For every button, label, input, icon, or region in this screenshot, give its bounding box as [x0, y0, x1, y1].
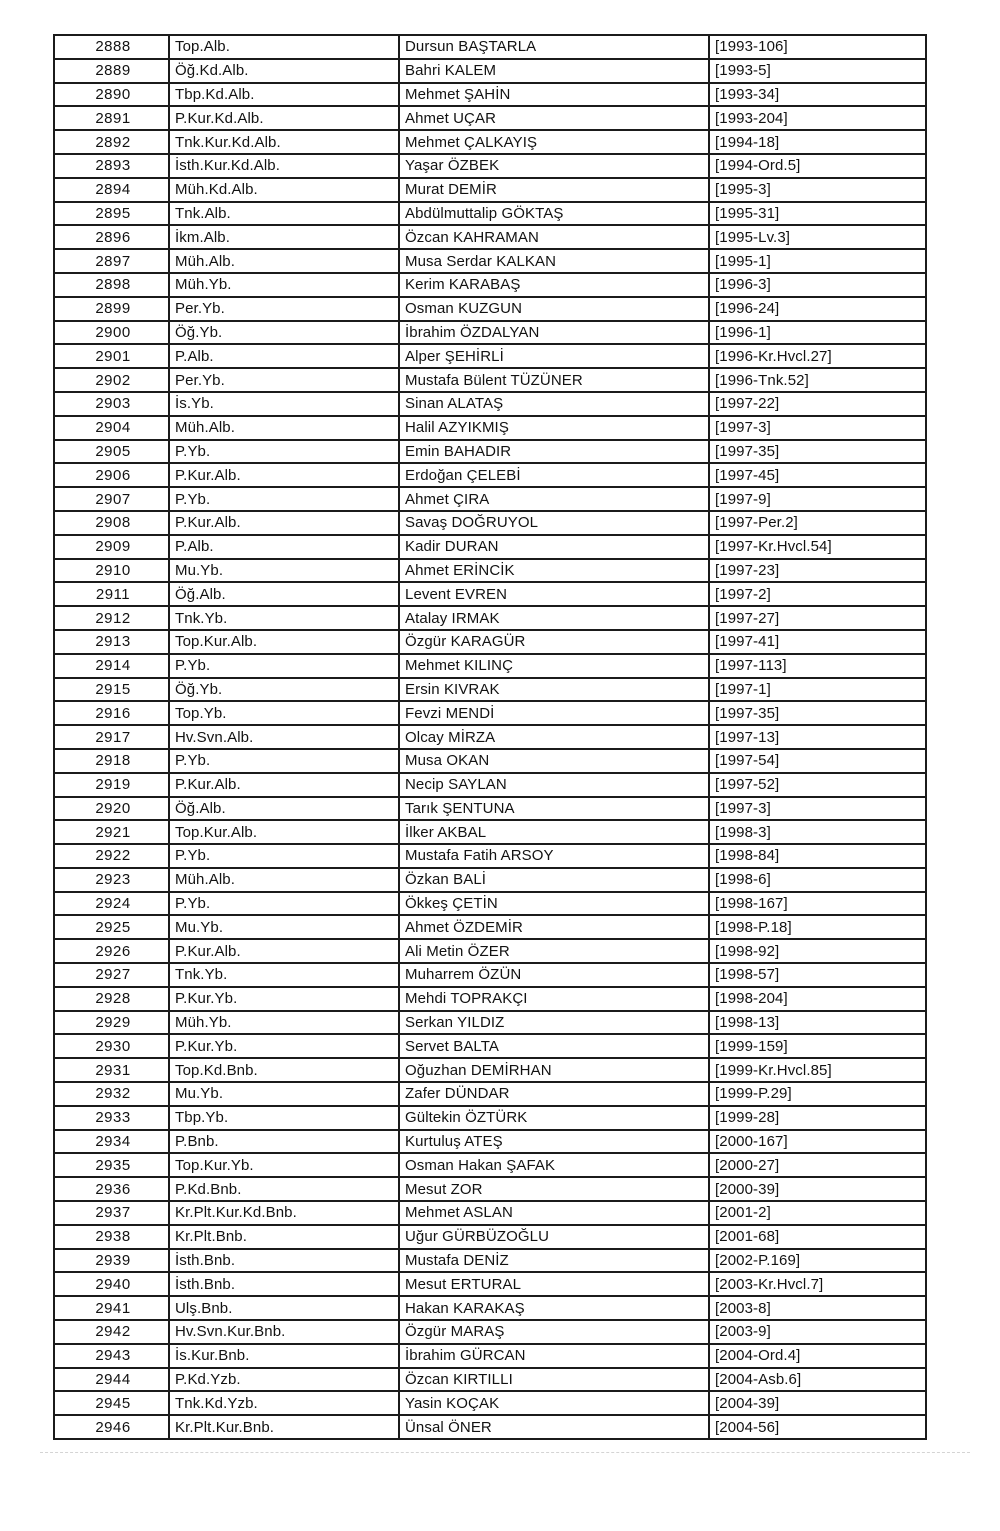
- cell-sequence-number: 2907: [54, 487, 169, 511]
- cell-sequence-number: 2940: [54, 1272, 169, 1296]
- cell-sequence-number: 2902: [54, 368, 169, 392]
- cell-sequence-number: 2941: [54, 1296, 169, 1320]
- cell-year-code: [2004-Ord.4]: [709, 1344, 926, 1368]
- cell-year-code: [1998-3]: [709, 820, 926, 844]
- cell-year-code: [1997-27]: [709, 606, 926, 630]
- cell-year-code: [1997-45]: [709, 463, 926, 487]
- cell-name: Ahmet UÇAR: [399, 106, 709, 130]
- cell-sequence-number: 2912: [54, 606, 169, 630]
- cell-rank: Tnk.Kd.Yzb.: [169, 1391, 399, 1415]
- cell-year-code: [1997-54]: [709, 749, 926, 773]
- cell-sequence-number: 2908: [54, 511, 169, 535]
- cell-year-code: [2000-167]: [709, 1130, 926, 1154]
- cell-year-code: [1993-5]: [709, 59, 926, 83]
- table-row: [54, 1058, 926, 1082]
- cell-name: Sinan ALATAŞ: [399, 392, 709, 416]
- table-row: [54, 582, 926, 606]
- table-row: [54, 1344, 926, 1368]
- table-row: [54, 106, 926, 130]
- cell-year-code: [1998-167]: [709, 892, 926, 916]
- cell-name: Mesut ERTURAL: [399, 1272, 709, 1296]
- cell-name: Mehmet KILINÇ: [399, 654, 709, 678]
- cell-name: Zafer DÜNDAR: [399, 1082, 709, 1106]
- cell-rank: İs.Yb.: [169, 392, 399, 416]
- cell-year-code: [1998-84]: [709, 844, 926, 868]
- cell-year-code: [1997-3]: [709, 797, 926, 821]
- cell-rank: P.Yb.: [169, 440, 399, 464]
- cell-rank: Top.Kd.Bnb.: [169, 1058, 399, 1082]
- table-row: [54, 1415, 926, 1439]
- cell-year-code: [1995-Lv.3]: [709, 225, 926, 249]
- cell-year-code: [1998-13]: [709, 1011, 926, 1035]
- cell-name: Emin BAHADIR: [399, 440, 709, 464]
- cell-rank: Tnk.Yb.: [169, 606, 399, 630]
- cell-year-code: [2004-39]: [709, 1391, 926, 1415]
- table-row: [54, 1106, 926, 1130]
- cell-year-code: [1994-18]: [709, 130, 926, 154]
- table-row: [54, 225, 926, 249]
- cell-sequence-number: 2896: [54, 225, 169, 249]
- cell-rank: Müh.Alb.: [169, 249, 399, 273]
- table-row: [54, 701, 926, 725]
- cell-sequence-number: 2925: [54, 915, 169, 939]
- cell-name: Gültekin ÖZTÜRK: [399, 1106, 709, 1130]
- table-row: [54, 678, 926, 702]
- cell-year-code: [1993-34]: [709, 83, 926, 107]
- scan-artifact-line: [40, 1452, 970, 1453]
- cell-rank: Öğ.Alb.: [169, 582, 399, 606]
- table-row: [54, 154, 926, 178]
- cell-name: Osman Hakan ŞAFAK: [399, 1153, 709, 1177]
- cell-year-code: [1995-31]: [709, 202, 926, 226]
- cell-rank: Tnk.Kur.Kd.Alb.: [169, 130, 399, 154]
- table-row: [54, 35, 926, 59]
- table-row: [54, 773, 926, 797]
- cell-name: Özcan KAHRAMAN: [399, 225, 709, 249]
- table-row: [54, 559, 926, 583]
- table-row: [54, 630, 926, 654]
- table-row: [54, 654, 926, 678]
- cell-name: Fevzi MENDİ: [399, 701, 709, 725]
- cell-rank: Öğ.Yb.: [169, 678, 399, 702]
- cell-rank: İkm.Alb.: [169, 225, 399, 249]
- cell-name: Kurtuluş ATEŞ: [399, 1130, 709, 1154]
- cell-year-code: [1997-Per.2]: [709, 511, 926, 535]
- cell-sequence-number: 2935: [54, 1153, 169, 1177]
- cell-sequence-number: 2944: [54, 1368, 169, 1392]
- table-row: [54, 59, 926, 83]
- cell-year-code: [1997-1]: [709, 678, 926, 702]
- cell-name: Serkan YILDIZ: [399, 1011, 709, 1035]
- cell-rank: P.Kur.Alb.: [169, 511, 399, 535]
- table-row: [54, 1177, 926, 1201]
- table-row: [54, 1391, 926, 1415]
- cell-year-code: [1997-52]: [709, 773, 926, 797]
- cell-rank: P.Yb.: [169, 749, 399, 773]
- table-row: [54, 1082, 926, 1106]
- cell-rank: Öğ.Yb.: [169, 321, 399, 345]
- cell-sequence-number: 2905: [54, 440, 169, 464]
- cell-rank: P.Kur.Yb.: [169, 987, 399, 1011]
- cell-sequence-number: 2900: [54, 321, 169, 345]
- cell-name: Atalay IRMAK: [399, 606, 709, 630]
- cell-rank: Mu.Yb.: [169, 1082, 399, 1106]
- table-row: [54, 535, 926, 559]
- table-row: [54, 797, 926, 821]
- cell-rank: P.Kur.Kd.Alb.: [169, 106, 399, 130]
- cell-year-code: [1998-6]: [709, 868, 926, 892]
- cell-year-code: [2002-P.169]: [709, 1249, 926, 1273]
- cell-name: Ahmet ÖZDEMİR: [399, 915, 709, 939]
- table-row: [54, 892, 926, 916]
- cell-sequence-number: 2928: [54, 987, 169, 1011]
- cell-sequence-number: 2899: [54, 297, 169, 321]
- table-row: [54, 178, 926, 202]
- cell-name: Hakan KARAKAŞ: [399, 1296, 709, 1320]
- cell-year-code: [1995-3]: [709, 178, 926, 202]
- cell-sequence-number: 2927: [54, 963, 169, 987]
- table-row: [54, 321, 926, 345]
- cell-year-code: [1996-24]: [709, 297, 926, 321]
- cell-sequence-number: 2903: [54, 392, 169, 416]
- cell-rank: Top.Kur.Yb.: [169, 1153, 399, 1177]
- table-row: [54, 868, 926, 892]
- cell-rank: Per.Yb.: [169, 297, 399, 321]
- cell-rank: P.Alb.: [169, 535, 399, 559]
- table-row: [54, 844, 926, 868]
- cell-sequence-number: 2917: [54, 725, 169, 749]
- cell-name: Tarık ŞENTUNA: [399, 797, 709, 821]
- cell-rank: Müh.Yb.: [169, 1011, 399, 1035]
- cell-sequence-number: 2922: [54, 844, 169, 868]
- cell-year-code: [1994-Ord.5]: [709, 154, 926, 178]
- cell-name: Özkan BALİ: [399, 868, 709, 892]
- officer-list-body: [54, 35, 926, 1439]
- cell-name: Abdülmuttalip GÖKTAŞ: [399, 202, 709, 226]
- table-row: [54, 725, 926, 749]
- cell-rank: Müh.Alb.: [169, 868, 399, 892]
- table-row: [54, 1225, 926, 1249]
- table-row: [54, 963, 926, 987]
- cell-name: Kadir DURAN: [399, 535, 709, 559]
- cell-sequence-number: 2933: [54, 1106, 169, 1130]
- officer-list-table: [53, 34, 927, 1440]
- cell-rank: Top.Kur.Alb.: [169, 630, 399, 654]
- cell-sequence-number: 2890: [54, 83, 169, 107]
- cell-rank: P.Kur.Alb.: [169, 939, 399, 963]
- cell-year-code: [1996-Tnk.52]: [709, 368, 926, 392]
- table-row: [54, 1153, 926, 1177]
- cell-name: Musa Serdar KALKAN: [399, 249, 709, 273]
- cell-year-code: [1997-23]: [709, 559, 926, 583]
- cell-sequence-number: 2909: [54, 535, 169, 559]
- table-row: [54, 1011, 926, 1035]
- cell-sequence-number: 2936: [54, 1177, 169, 1201]
- cell-name: Özcan KIRTILLI: [399, 1368, 709, 1392]
- cell-year-code: [2003-8]: [709, 1296, 926, 1320]
- cell-rank: P.Kur.Yb.: [169, 1034, 399, 1058]
- cell-sequence-number: 2904: [54, 416, 169, 440]
- cell-rank: P.Kur.Alb.: [169, 463, 399, 487]
- table-row: [54, 1034, 926, 1058]
- cell-year-code: [2000-27]: [709, 1153, 926, 1177]
- cell-name: Oğuzhan DEMİRHAN: [399, 1058, 709, 1082]
- table-row: [54, 987, 926, 1011]
- cell-rank: İsth.Kur.Kd.Alb.: [169, 154, 399, 178]
- cell-sequence-number: 2889: [54, 59, 169, 83]
- cell-year-code: [1998-204]: [709, 987, 926, 1011]
- cell-name: Halil AZYIKMIŞ: [399, 416, 709, 440]
- cell-name: Özgür KARAGÜR: [399, 630, 709, 654]
- cell-name: İbrahim ÖZDALYAN: [399, 321, 709, 345]
- cell-rank: P.Kd.Bnb.: [169, 1177, 399, 1201]
- cell-name: Kerim KARABAŞ: [399, 273, 709, 297]
- cell-rank: Top.Alb.: [169, 35, 399, 59]
- table-row: [54, 440, 926, 464]
- cell-rank: Hv.Svn.Kur.Bnb.: [169, 1320, 399, 1344]
- cell-sequence-number: 2913: [54, 630, 169, 654]
- cell-rank: P.Kur.Alb.: [169, 773, 399, 797]
- cell-sequence-number: 2894: [54, 178, 169, 202]
- cell-sequence-number: 2891: [54, 106, 169, 130]
- cell-sequence-number: 2918: [54, 749, 169, 773]
- cell-name: Ersin KIVRAK: [399, 678, 709, 702]
- cell-year-code: [1997-9]: [709, 487, 926, 511]
- cell-sequence-number: 2893: [54, 154, 169, 178]
- cell-rank: P.Alb.: [169, 344, 399, 368]
- cell-year-code: [1997-Kr.Hvcl.54]: [709, 535, 926, 559]
- table-row: [54, 249, 926, 273]
- table-row: [54, 130, 926, 154]
- cell-sequence-number: 2926: [54, 939, 169, 963]
- cell-name: İbrahim GÜRCAN: [399, 1344, 709, 1368]
- cell-rank: Ulş.Bnb.: [169, 1296, 399, 1320]
- cell-sequence-number: 2897: [54, 249, 169, 273]
- cell-rank: P.Bnb.: [169, 1130, 399, 1154]
- table-row: [54, 511, 926, 535]
- cell-year-code: [1999-28]: [709, 1106, 926, 1130]
- cell-sequence-number: 2892: [54, 130, 169, 154]
- cell-year-code: [1995-1]: [709, 249, 926, 273]
- table-row: [54, 1272, 926, 1296]
- table-row: [54, 416, 926, 440]
- table-row: [54, 606, 926, 630]
- cell-year-code: [1997-13]: [709, 725, 926, 749]
- cell-name: Ökkeş ÇETİN: [399, 892, 709, 916]
- cell-sequence-number: 2906: [54, 463, 169, 487]
- table-row: [54, 1130, 926, 1154]
- table-row: [54, 1296, 926, 1320]
- cell-sequence-number: 2934: [54, 1130, 169, 1154]
- cell-name: İlker AKBAL: [399, 820, 709, 844]
- cell-name: Yasin KOÇAK: [399, 1391, 709, 1415]
- cell-sequence-number: 2942: [54, 1320, 169, 1344]
- cell-name: Bahri KALEM: [399, 59, 709, 83]
- cell-rank: Öğ.Alb.: [169, 797, 399, 821]
- table-row: [54, 1201, 926, 1225]
- table-row: [54, 368, 926, 392]
- cell-name: Mustafa DENİZ: [399, 1249, 709, 1273]
- cell-name: Yaşar ÖZBEK: [399, 154, 709, 178]
- cell-rank: İs.Kur.Bnb.: [169, 1344, 399, 1368]
- cell-sequence-number: 2939: [54, 1249, 169, 1273]
- cell-year-code: [1997-113]: [709, 654, 926, 678]
- cell-rank: P.Yb.: [169, 892, 399, 916]
- cell-year-code: [2001-2]: [709, 1201, 926, 1225]
- cell-name: Mustafa Bülent TÜZÜNER: [399, 368, 709, 392]
- table-row: [54, 297, 926, 321]
- cell-year-code: [1997-22]: [709, 392, 926, 416]
- cell-sequence-number: 2915: [54, 678, 169, 702]
- table-row: [54, 463, 926, 487]
- cell-year-code: [1997-2]: [709, 582, 926, 606]
- cell-sequence-number: 2943: [54, 1344, 169, 1368]
- cell-rank: İsth.Bnb.: [169, 1272, 399, 1296]
- cell-sequence-number: 2930: [54, 1034, 169, 1058]
- cell-rank: İsth.Bnb.: [169, 1249, 399, 1273]
- cell-year-code: [1998-P.18]: [709, 915, 926, 939]
- cell-sequence-number: 2931: [54, 1058, 169, 1082]
- cell-rank: Tbp.Kd.Alb.: [169, 83, 399, 107]
- cell-name: Alper ŞEHİRLİ: [399, 344, 709, 368]
- table-row: [54, 487, 926, 511]
- cell-year-code: [1999-Kr.Hvcl.85]: [709, 1058, 926, 1082]
- cell-rank: Mu.Yb.: [169, 915, 399, 939]
- cell-year-code: [1999-159]: [709, 1034, 926, 1058]
- cell-name: Osman KUZGUN: [399, 297, 709, 321]
- cell-name: Mehmet ÇALKAYIŞ: [399, 130, 709, 154]
- cell-rank: Top.Kur.Alb.: [169, 820, 399, 844]
- cell-year-code: [2001-68]: [709, 1225, 926, 1249]
- cell-rank: Müh.Alb.: [169, 416, 399, 440]
- cell-sequence-number: 2895: [54, 202, 169, 226]
- cell-sequence-number: 2919: [54, 773, 169, 797]
- cell-rank: Tnk.Yb.: [169, 963, 399, 987]
- cell-year-code: [1996-3]: [709, 273, 926, 297]
- cell-name: Mehmet ASLAN: [399, 1201, 709, 1225]
- cell-year-code: [2004-56]: [709, 1415, 926, 1439]
- cell-name: Erdoğan ÇELEBİ: [399, 463, 709, 487]
- cell-sequence-number: 2938: [54, 1225, 169, 1249]
- cell-rank: P.Yb.: [169, 654, 399, 678]
- table-row: [54, 915, 926, 939]
- cell-year-code: [1996-1]: [709, 321, 926, 345]
- cell-rank: Tnk.Alb.: [169, 202, 399, 226]
- cell-rank: Mu.Yb.: [169, 559, 399, 583]
- cell-name: Musa OKAN: [399, 749, 709, 773]
- table-row: [54, 939, 926, 963]
- cell-name: Mehdi TOPRAKÇI: [399, 987, 709, 1011]
- cell-sequence-number: 2901: [54, 344, 169, 368]
- cell-rank: Müh.Kd.Alb.: [169, 178, 399, 202]
- cell-sequence-number: 2921: [54, 820, 169, 844]
- cell-name: Mustafa Fatih ARSOY: [399, 844, 709, 868]
- cell-name: Muharrem ÖZÜN: [399, 963, 709, 987]
- cell-sequence-number: 2916: [54, 701, 169, 725]
- cell-name: Ahmet ÇIRA: [399, 487, 709, 511]
- cell-year-code: [1997-35]: [709, 701, 926, 725]
- cell-sequence-number: 2932: [54, 1082, 169, 1106]
- cell-rank: P.Kd.Yzb.: [169, 1368, 399, 1392]
- cell-rank: P.Yb.: [169, 487, 399, 511]
- cell-year-code: [1997-3]: [709, 416, 926, 440]
- cell-year-code: [2003-9]: [709, 1320, 926, 1344]
- cell-year-code: [1996-Kr.Hvcl.27]: [709, 344, 926, 368]
- cell-sequence-number: 2911: [54, 582, 169, 606]
- cell-year-code: [1993-204]: [709, 106, 926, 130]
- cell-sequence-number: 2898: [54, 273, 169, 297]
- cell-rank: Top.Yb.: [169, 701, 399, 725]
- cell-year-code: [2004-Asb.6]: [709, 1368, 926, 1392]
- table-row: [54, 344, 926, 368]
- cell-sequence-number: 2937: [54, 1201, 169, 1225]
- cell-year-code: [1998-57]: [709, 963, 926, 987]
- cell-sequence-number: 2910: [54, 559, 169, 583]
- cell-rank: P.Yb.: [169, 844, 399, 868]
- cell-sequence-number: 2924: [54, 892, 169, 916]
- table-row: [54, 1320, 926, 1344]
- cell-year-code: [2000-39]: [709, 1177, 926, 1201]
- cell-year-code: [1993-106]: [709, 35, 926, 59]
- cell-rank: Müh.Yb.: [169, 273, 399, 297]
- cell-name: Mesut ZOR: [399, 1177, 709, 1201]
- table-row: [54, 202, 926, 226]
- table-row: [54, 83, 926, 107]
- cell-name: Ahmet ERİNCİK: [399, 559, 709, 583]
- cell-name: Dursun BAŞTARLA: [399, 35, 709, 59]
- table-row: [54, 820, 926, 844]
- cell-year-code: [2003-Kr.Hvcl.7]: [709, 1272, 926, 1296]
- table-row: [54, 749, 926, 773]
- cell-name: Levent EVREN: [399, 582, 709, 606]
- cell-name: Özgür MARAŞ: [399, 1320, 709, 1344]
- cell-rank: Kr.Plt.Kur.Kd.Bnb.: [169, 1201, 399, 1225]
- cell-sequence-number: 2929: [54, 1011, 169, 1035]
- table-row: [54, 273, 926, 297]
- table-row: [54, 1249, 926, 1273]
- table-row: [54, 392, 926, 416]
- cell-sequence-number: 2923: [54, 868, 169, 892]
- cell-year-code: [1999-P.29]: [709, 1082, 926, 1106]
- cell-name: Mehmet ŞAHİN: [399, 83, 709, 107]
- cell-sequence-number: 2945: [54, 1391, 169, 1415]
- cell-rank: Per.Yb.: [169, 368, 399, 392]
- cell-name: Uğur GÜRBÜZOĞLU: [399, 1225, 709, 1249]
- cell-rank: Tbp.Yb.: [169, 1106, 399, 1130]
- cell-sequence-number: 2946: [54, 1415, 169, 1439]
- cell-name: Savaş DOĞRUYOL: [399, 511, 709, 535]
- cell-sequence-number: 2888: [54, 35, 169, 59]
- cell-name: Ali Metin ÖZER: [399, 939, 709, 963]
- cell-year-code: [1997-35]: [709, 440, 926, 464]
- cell-name: Olcay MİRZA: [399, 725, 709, 749]
- cell-rank: Kr.Plt.Kur.Bnb.: [169, 1415, 399, 1439]
- cell-name: Murat DEMİR: [399, 178, 709, 202]
- cell-name: Necip SAYLAN: [399, 773, 709, 797]
- cell-rank: Kr.Plt.Bnb.: [169, 1225, 399, 1249]
- table-row: [54, 1368, 926, 1392]
- cell-sequence-number: 2914: [54, 654, 169, 678]
- cell-year-code: [1997-41]: [709, 630, 926, 654]
- cell-rank: Hv.Svn.Alb.: [169, 725, 399, 749]
- cell-sequence-number: 2920: [54, 797, 169, 821]
- cell-name: Servet BALTA: [399, 1034, 709, 1058]
- cell-rank: Öğ.Kd.Alb.: [169, 59, 399, 83]
- cell-year-code: [1998-92]: [709, 939, 926, 963]
- cell-name: Ünsal ÖNER: [399, 1415, 709, 1439]
